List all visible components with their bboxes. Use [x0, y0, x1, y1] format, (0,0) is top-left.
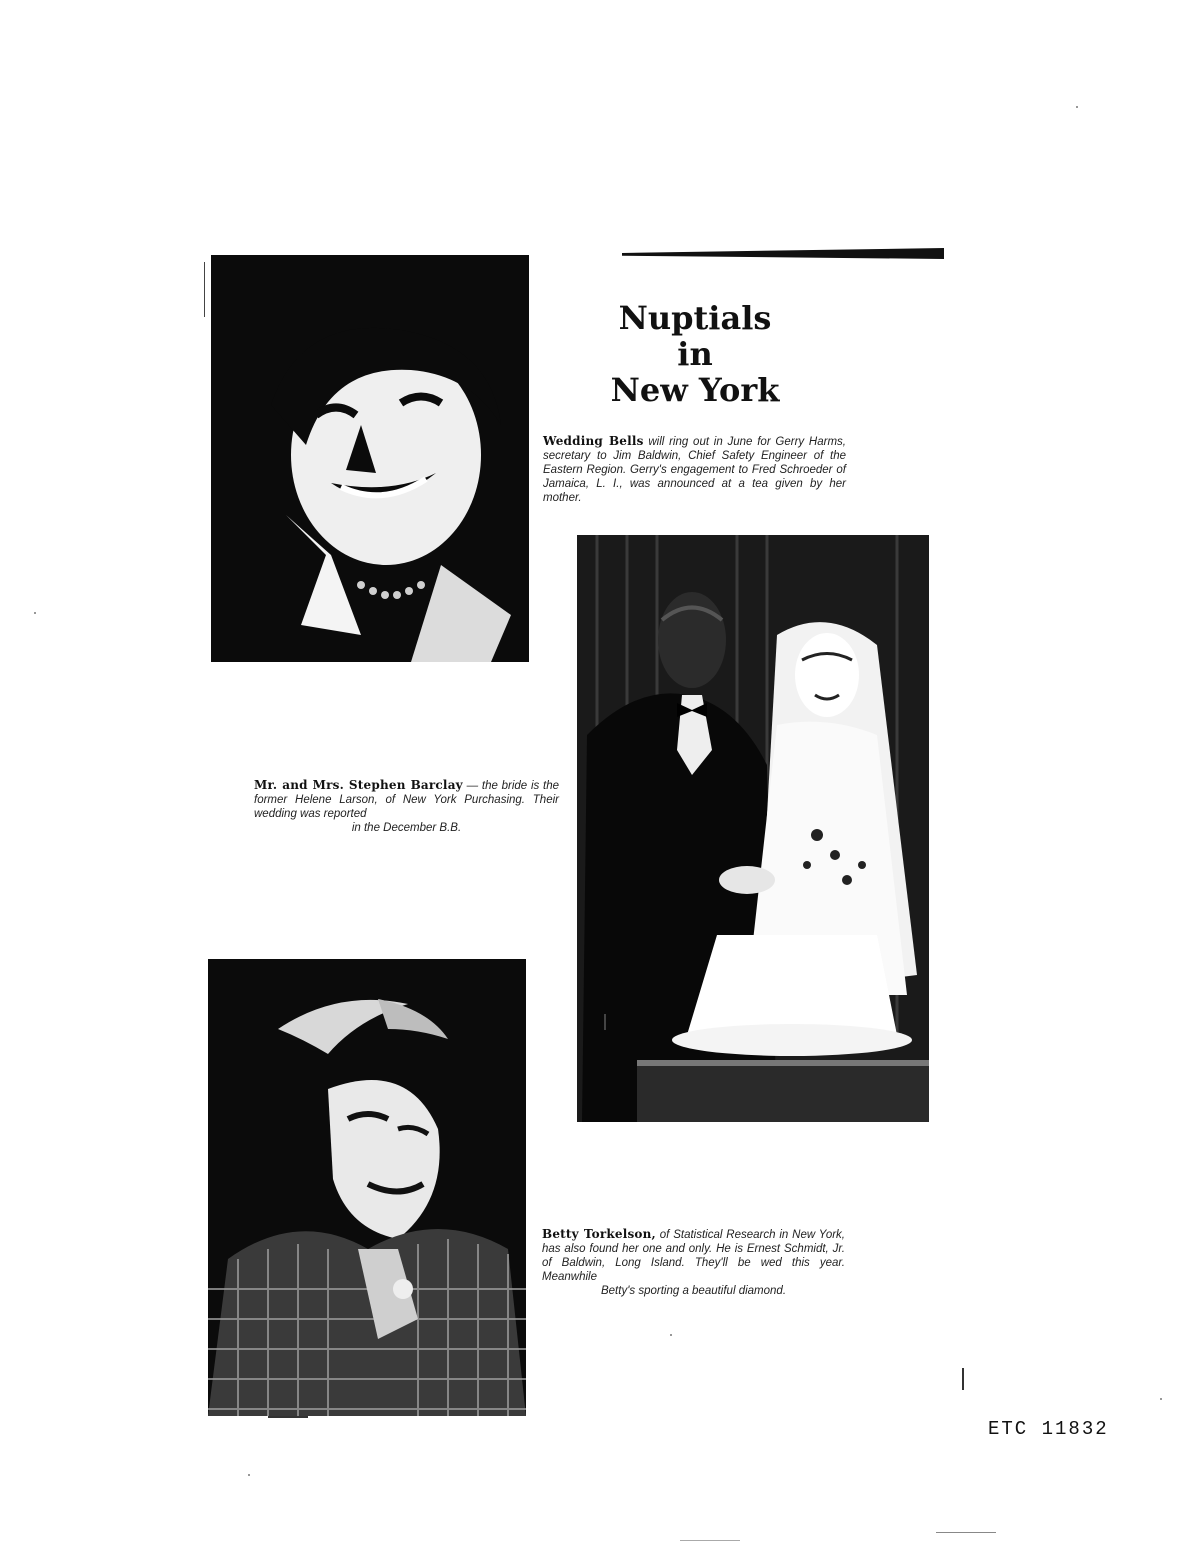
caption-body: of Statistical Research in New York, has also found her one and only. He is Ernest Schmidt, Jr. of Baldwin, Long Island. They'll be wed this year. Meanwhile	[542, 1229, 845, 1283]
scan-speck	[670, 1334, 672, 1336]
scan-mark	[936, 1532, 996, 1533]
title-line-1: Nuptials	[618, 299, 772, 337]
scan-mark	[604, 1014, 606, 1030]
caption-tail: Betty's sporting a beautiful diamond.	[600, 1285, 787, 1297]
caption-wedding-bells	[543, 434, 846, 505]
photo-underline	[268, 1416, 308, 1418]
caption-body: — the bride is the former Helene Larson, of New York Purchasing. Their wedding was reported	[254, 780, 559, 820]
portrait-photo-gerry-art	[211, 255, 529, 662]
portrait-photo-betty	[208, 959, 526, 1416]
scan-speck	[1076, 106, 1078, 108]
title-line-3: New York	[610, 371, 780, 409]
portrait-photo-gerry	[211, 255, 529, 662]
caption-tail: in the December B.B.	[351, 822, 462, 834]
document-id: ETC 11832	[988, 1418, 1109, 1440]
caption-body: will ring out in June for Gerry Harms, secretary to Jim Baldwin, Chief Safety Engineer of the Eastern Region. Gerry's engagement to Fred Schroeder of Jamaica, L. I., was announced at a tea given by her mother.	[543, 436, 846, 504]
portrait-photo-betty-art	[208, 959, 526, 1416]
scan-mark	[204, 262, 205, 317]
wedding-couple-photo	[577, 535, 929, 1122]
page-title	[560, 300, 830, 408]
scan-mark	[962, 1368, 964, 1390]
scan-mark	[680, 1540, 740, 1541]
scan-speck	[248, 1474, 250, 1476]
caption-lead: Mr. and Mrs. Stephen Barclay	[254, 778, 463, 792]
title-line-2: in	[677, 335, 713, 373]
wedding-couple-photo-art	[577, 535, 929, 1122]
scan-speck	[1160, 1398, 1162, 1400]
caption-torkelson	[542, 1227, 845, 1298]
header-rule	[622, 248, 944, 259]
caption-lead: Wedding Bells	[543, 434, 644, 448]
caption-barclay	[254, 778, 559, 835]
scan-speck	[34, 612, 36, 614]
caption-lead: Betty Torkelson,	[542, 1227, 656, 1241]
